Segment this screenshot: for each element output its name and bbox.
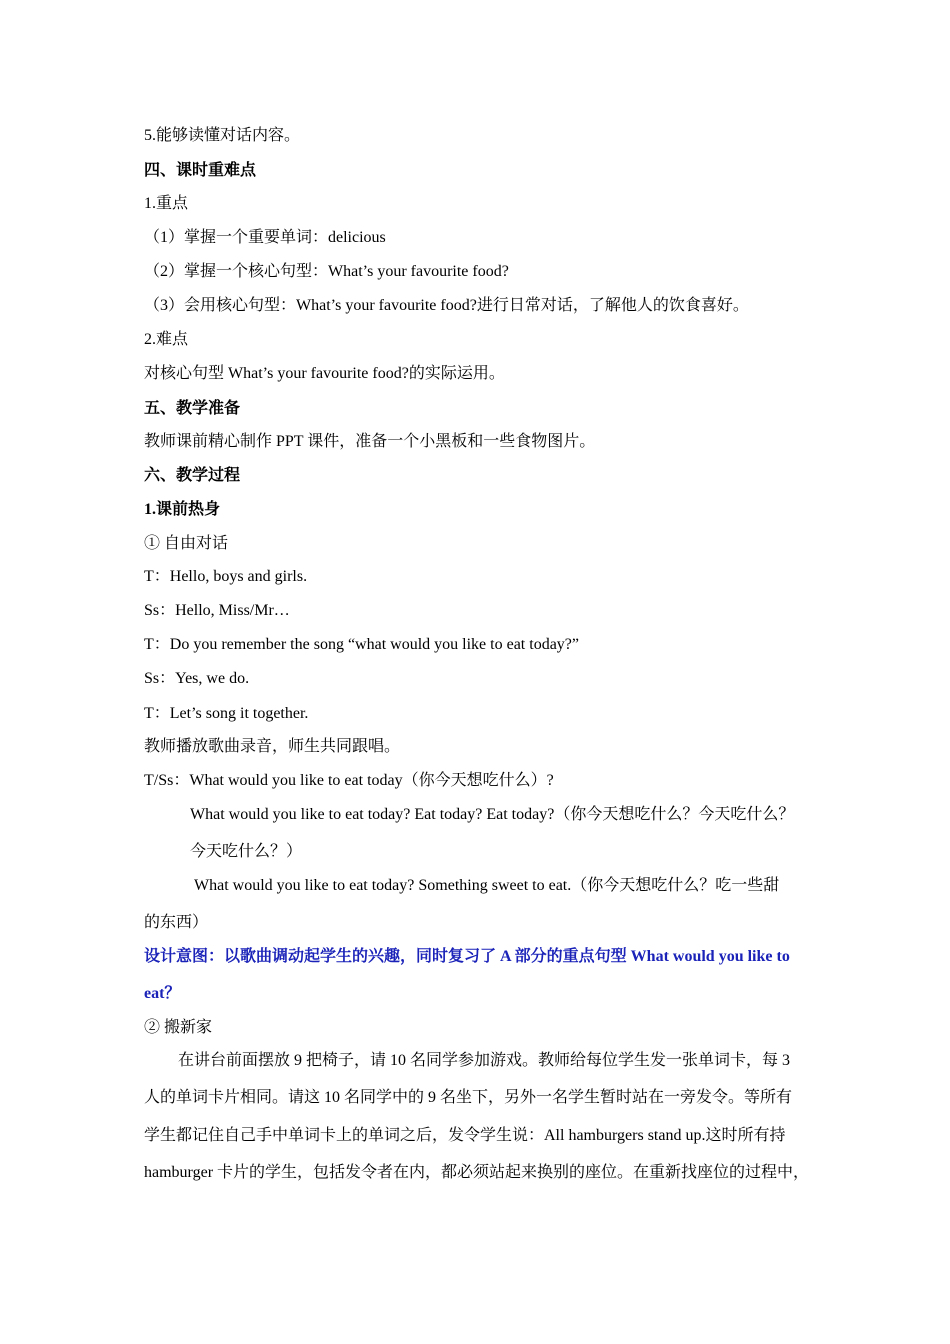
heading-key-difficult-points: 四、课时重难点 bbox=[144, 162, 257, 179]
song-line-1: T/Ss：What would you like to eat today（你今天想吃什么）? bbox=[144, 772, 554, 789]
difficult-point: 对核心句型 What’s your favourite food?的实际运用。 bbox=[144, 365, 505, 382]
song-line-2: What would you like to eat today? Eat today? Eat today?（你今天想吃什么？今天吃什么？ bbox=[190, 806, 795, 823]
song-line-2-cont: 今天吃什么？） bbox=[190, 843, 303, 860]
key-points-label: 1.重点 bbox=[144, 195, 189, 212]
dialogue-line: Ss：Hello, Miss/Mr… bbox=[144, 602, 290, 619]
dialogue-line: T：Do you remember the song “what would you like to eat today?” bbox=[144, 636, 579, 653]
game-description: 人的单词卡片相同。请这 10 名同学中的 9 名坐下，另外一名学生暂时站在一旁发令。等所有 bbox=[144, 1089, 793, 1106]
objective-5: 5.能够读懂对话内容。 bbox=[144, 127, 301, 144]
design-intent: 设计意图：以歌曲调动起学生的兴趣，同时复习了 A 部分的重点句型 What would you like to bbox=[144, 948, 790, 965]
key-point-2: （2）掌握一个核心句型：What’s your favourite food? bbox=[144, 263, 509, 280]
activity-move-house: ② 搬新家 bbox=[144, 1019, 213, 1036]
dialogue-line: T：Hello, boys and girls. bbox=[144, 568, 308, 585]
preparation-text: 教师课前精心制作 PPT 课件，准备一个小黑板和一些食物图片。 bbox=[144, 433, 596, 450]
game-description: hamburger 卡片的学生，包括发令者在内，都必须站起来换别的座位。在重新找座位的过程中， bbox=[144, 1164, 810, 1181]
game-description: 学生都记住自己手中单词卡上的单词之后，发令学生说：All hamburgers stand up.这时所有持 bbox=[144, 1127, 786, 1144]
song-line-3-cont: 的东西） bbox=[144, 914, 209, 931]
song-line-3: What would you like to eat today? Something sweet to eat.（你今天想吃什么？吃一些甜 bbox=[194, 877, 780, 894]
game-description: 在讲台前面摆放 9 把椅子，请 10 名同学参加游戏。教师给每位学生发一张单词卡，每 3 bbox=[178, 1052, 791, 1069]
dialogue-line: T：Let’s song it together. bbox=[144, 705, 309, 722]
difficult-points-label: 2.难点 bbox=[144, 331, 189, 348]
heading-preparation: 五、教学准备 bbox=[144, 400, 241, 417]
step-warmup: 1.课前热身 bbox=[144, 501, 221, 518]
key-point-3: （3）会用核心句型：What’s your favourite food?进行日常对话，了解他人的饮食喜好。 bbox=[144, 297, 749, 314]
design-intent-cont: eat？ bbox=[144, 985, 181, 1002]
teacher-action: 教师播放歌曲录音，师生共同跟唱。 bbox=[144, 738, 401, 755]
activity-free-talk: ① 自由对话 bbox=[144, 535, 229, 552]
key-point-1: （1）掌握一个重要单词：delicious bbox=[144, 229, 386, 246]
dialogue-line: Ss：Yes, we do. bbox=[144, 670, 250, 687]
heading-procedure: 六、教学过程 bbox=[144, 467, 241, 484]
